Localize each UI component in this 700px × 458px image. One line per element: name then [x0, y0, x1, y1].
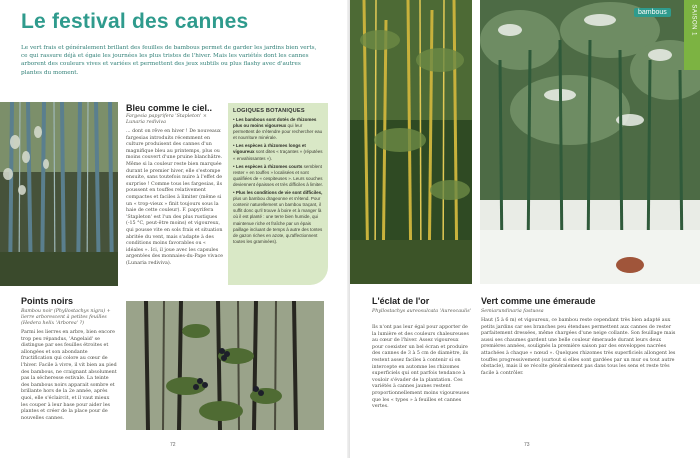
sidebar-botanical-logic: [228, 103, 328, 285]
page-number-left: 72: [170, 442, 176, 448]
page-number-right: 73: [524, 442, 530, 448]
page-title: Le festival des cannes: [21, 10, 249, 33]
sidebar-bold: • Les espèces à rhizomes longs et vigoureux: [233, 143, 306, 155]
sidebar-heading: LOGIQUES BOTANIQUES: [233, 108, 305, 114]
sidebar-bold: • Les bambous sont dotés de rhizomes plus ou moins vigoureux: [233, 117, 317, 129]
section-heading-black: Points noirs: [21, 296, 74, 306]
photo-emerald-bamboo: [480, 0, 700, 284]
sidebar-paragraph: [233, 190, 323, 245]
latin-name-emerald: Semiarundinaria fastuosa: [481, 309, 544, 314]
right-page: [350, 0, 700, 458]
section-tab-label: SAISON 1: [691, 4, 697, 36]
body-text-gold: Ils n'ont pas leur égal pour apporter de la lumière et des couleurs chaleureuses au cœur de l'hiver. Assez vigoureux pour coexister un bel écran et produire des cannes de 3 à 5 cm de diamètre, ils restent assez faciles à contenir si on intercepte en automne les rhizomes superficiels qui ont parfois tendance à vouloir s'évader de la plantation. Ces variétés à cannes jaunes restent proportionnellement moins vigoureuses que les « types » à feuilles et cannes vertes.: [372, 325, 470, 410]
photo-golden-bamboo: [350, 0, 472, 284]
section-heading-emerald: Vert comme une émeraude: [481, 296, 596, 306]
sidebar-paragraph: [233, 143, 323, 161]
sidebar-text: sont dites « traçantes » (réputées « envahissantes »).: [233, 149, 323, 161]
sidebar-paragraph: [233, 117, 323, 141]
sidebar-bold: • Plus les conditions de vie sont difficiles,: [233, 190, 323, 196]
photo-blue-bamboo: [0, 102, 118, 286]
sidebar-text: qui leur permettent de s'étendre pour rechercher eau et nourriture minérale.: [233, 123, 323, 141]
body-text-blue: ... dont on rêve en hiver ! De nouveaux fargesias introduits récemment en culture produisent des cannes d'un magnifique bleu au printemps, plus ou moins couvert d'une pruine blanchâtre. Même si la couleur reste bien marquée durant le premier hiver, elle s'estompe ensuite, sans toutefois nuire à l'effet de surprise ! Comme tous les fargesias, ils poussent en touffes relativement compactes et faciles à limiter (même si un « trop-vieux » finit toujours sous la haie de cette couleur). F. papyrifera 'Stapleton' est l'un des plus rustiques (-15 °C, peut-être moins) et vigoureux, qui pousse vite en sols frais et situation abritée du vent, mais s'adapte à des conditions moins favorables ou « idéales ». Ici, il joue avec les capsules argentées des monnaies-du-Pape vivace (Lunaria rediviva).: [126, 129, 223, 266]
section-tab: [684, 0, 700, 70]
latin-name-black: Bambou noir (Phyllostachys nigra) + lierre arborescent à petites feuilles (Hedera helix 'Arborea' ?): [21, 309, 111, 327]
latin-name-blue: Fargesia papyrifera 'Stapleton' × Lunaria rediviva: [126, 114, 207, 126]
sidebar-text: semblent rester « en touffes » localisées et sont qualifiées de « cespiteuses ». Leurs souches deviennent épaisses et très difficiles à limiter.: [233, 163, 323, 187]
body-text-emerald: Haut (5 à 6 m) et vigoureux, ce bambou reste cependant très bien adapté aux petits jardins car ses branches peu étendues permettent aux cannes de rester parfaitement dressées, même chargées d'une neige collante. Son feuillage mais aussi ses chaumes gardent une belle couleur émeraude durant leurs deux premières années, soulignés la première saison par des enveloppes nacrées attachées à chaque « nœud ». Quelques rhizomes très superficiels allongent les touffes progressivement (surtout si elles sont gardées par un mur ou tout autre obstacle), mais il se récolte généralement pas dans tous les sens et reste très facile à contrôler.: [481, 318, 676, 376]
sidebar-bold: • Les espèces à rhizomes courts: [233, 163, 303, 169]
photo-black-bamboo: [126, 301, 324, 430]
body-text-black: Parmi les lierres en arbre, bien encore trop peu répandus, 'Angelaid' se distingue par ses feuilles étroites et allongées et son abondante fructification qui colore au cœur de l'hiver. Facile à vivre, il vit bien au pied des bambous, ne craignant absolument pas la sécheresse estivale. La teinte des bambous noirs apparait sombre et brillante hors de la 2e année, après quoi, elle s'éclaircit, et il vaut mieux les couper à leur base pour aider les plantes et créer de la place pour de nouvelles cannes.: [21, 330, 117, 421]
sidebar-text: plus un bambou drageonne et s'étend. Pour contenir naturellement un bambou traçant, il suffit donc qu'il trouve à boire et à manger là où il est planté : une terre bien humide, qui maintenue riche et fraîche par un épais paillage incluant de temps à autre des tontes de gazon riches en azote, qu'affectionnent toutes les graminées).: [233, 196, 323, 244]
section-heading-blue: Bleu comme le ciel..: [126, 103, 213, 113]
category-badge: bambous: [634, 8, 671, 17]
section-heading-gold: L'éclat de l'or: [372, 296, 430, 306]
latin-name-gold: Phyllostachys aureosulcata 'Aureocaulis': [372, 309, 471, 314]
sidebar-paragraph: [233, 164, 323, 188]
intro-paragraph: Le vert frais et généralement brillant des feuilles de bambous permet de garder les jardins bien verts, ce qui rassure déjà et égaie les journées les plus tristes de l'hiver. Mais les variétés dont les cannes arborent des couleurs vives et variées et permettent des jeux subtils ou plus flashy avec d'autres plantes du moment.: [21, 45, 317, 76]
